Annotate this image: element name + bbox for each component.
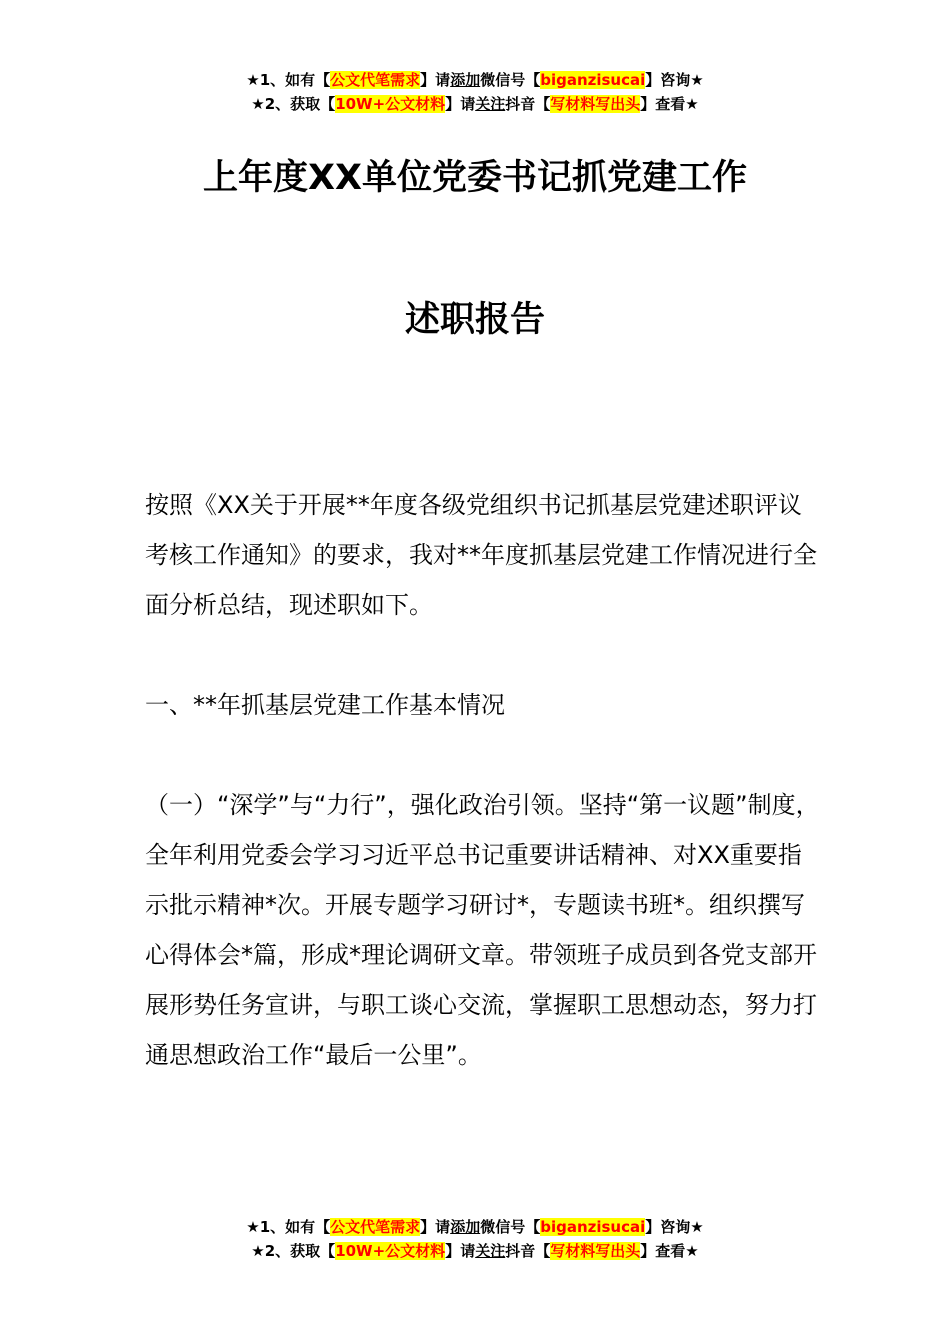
promo-underline: 添加 — [450, 1218, 481, 1236]
promo-line-1 — [0, 1215, 950, 1239]
document-title: 上年度XX单位党委书记抓党建工作 — [203, 158, 747, 198]
promo-text: 】请 — [420, 71, 451, 89]
promo-line-2 — [0, 1239, 950, 1263]
promo-highlight: 公文代笔需求 — [330, 1218, 421, 1236]
promo-highlight: 写材料写出头 — [550, 1242, 641, 1260]
promo-highlight: 10W+公文材料 — [335, 1242, 446, 1260]
promo-text: 微信号【 — [480, 71, 541, 89]
intro-paragraph: 按照《XX关于开展**年度各级党组织书记抓基层党建述职评议考核工作通知》的要求，我对**年度抓基层党建工作情况进行全面分析总结，现述职如下。 — [145, 491, 817, 619]
promo-text: 微信号【 — [480, 1218, 541, 1236]
promo-highlight: biganzisucai — [540, 1218, 646, 1236]
promo-text: 】查看★ — [640, 95, 699, 113]
promo-text: 抖音【 — [505, 95, 551, 113]
promo-line-1 — [0, 68, 950, 92]
promo-line-2 — [0, 92, 950, 116]
body-paragraph: （一）“深学”与“力行”，强化政治引领。坚持“第一议题”制度，全年利用党委会学习习近平总书记重要讲话精神、对XX重要指示批示精神*次。开展专题学习研讨*，专题读书班*。组织撰写心得体会*篇，形成*理论调研文章。带领班子成员到各党支部开展形势任务宣讲，与职工谈心交流，掌握职工思想动态，努力打通思想政治工作“最后一公里”。 — [145, 791, 820, 1069]
promo-text: 】查看★ — [640, 1242, 699, 1260]
document-subtitle: 述职报告 — [404, 300, 545, 340]
promo-underline: 关注 — [475, 95, 506, 113]
promo-highlight: 写材料写出头 — [550, 95, 641, 113]
promo-text: ★2、获取【 — [251, 95, 336, 113]
promo-highlight: 10W+公文材料 — [335, 95, 446, 113]
promo-text: 】咨询★ — [645, 71, 704, 89]
promo-text: 】请 — [445, 1242, 476, 1260]
promo-underline: 关注 — [475, 1242, 506, 1260]
promo-banner-bottom — [0, 1215, 950, 1263]
promo-text: ★1、如有【 — [246, 1218, 331, 1236]
promo-text: ★2、获取【 — [251, 1242, 336, 1260]
promo-banner-top — [0, 68, 950, 116]
section-heading: 一、**年抓基层党建工作基本情况 — [145, 691, 505, 719]
promo-highlight: biganzisucai — [540, 71, 646, 89]
promo-text: 】咨询★ — [645, 1218, 704, 1236]
promo-text: ★1、如有【 — [246, 71, 331, 89]
promo-highlight: 公文代笔需求 — [330, 71, 421, 89]
promo-underline: 添加 — [450, 71, 481, 89]
promo-text: 】请 — [420, 1218, 451, 1236]
promo-text: 】请 — [445, 95, 476, 113]
promo-text: 抖音【 — [505, 1242, 551, 1260]
